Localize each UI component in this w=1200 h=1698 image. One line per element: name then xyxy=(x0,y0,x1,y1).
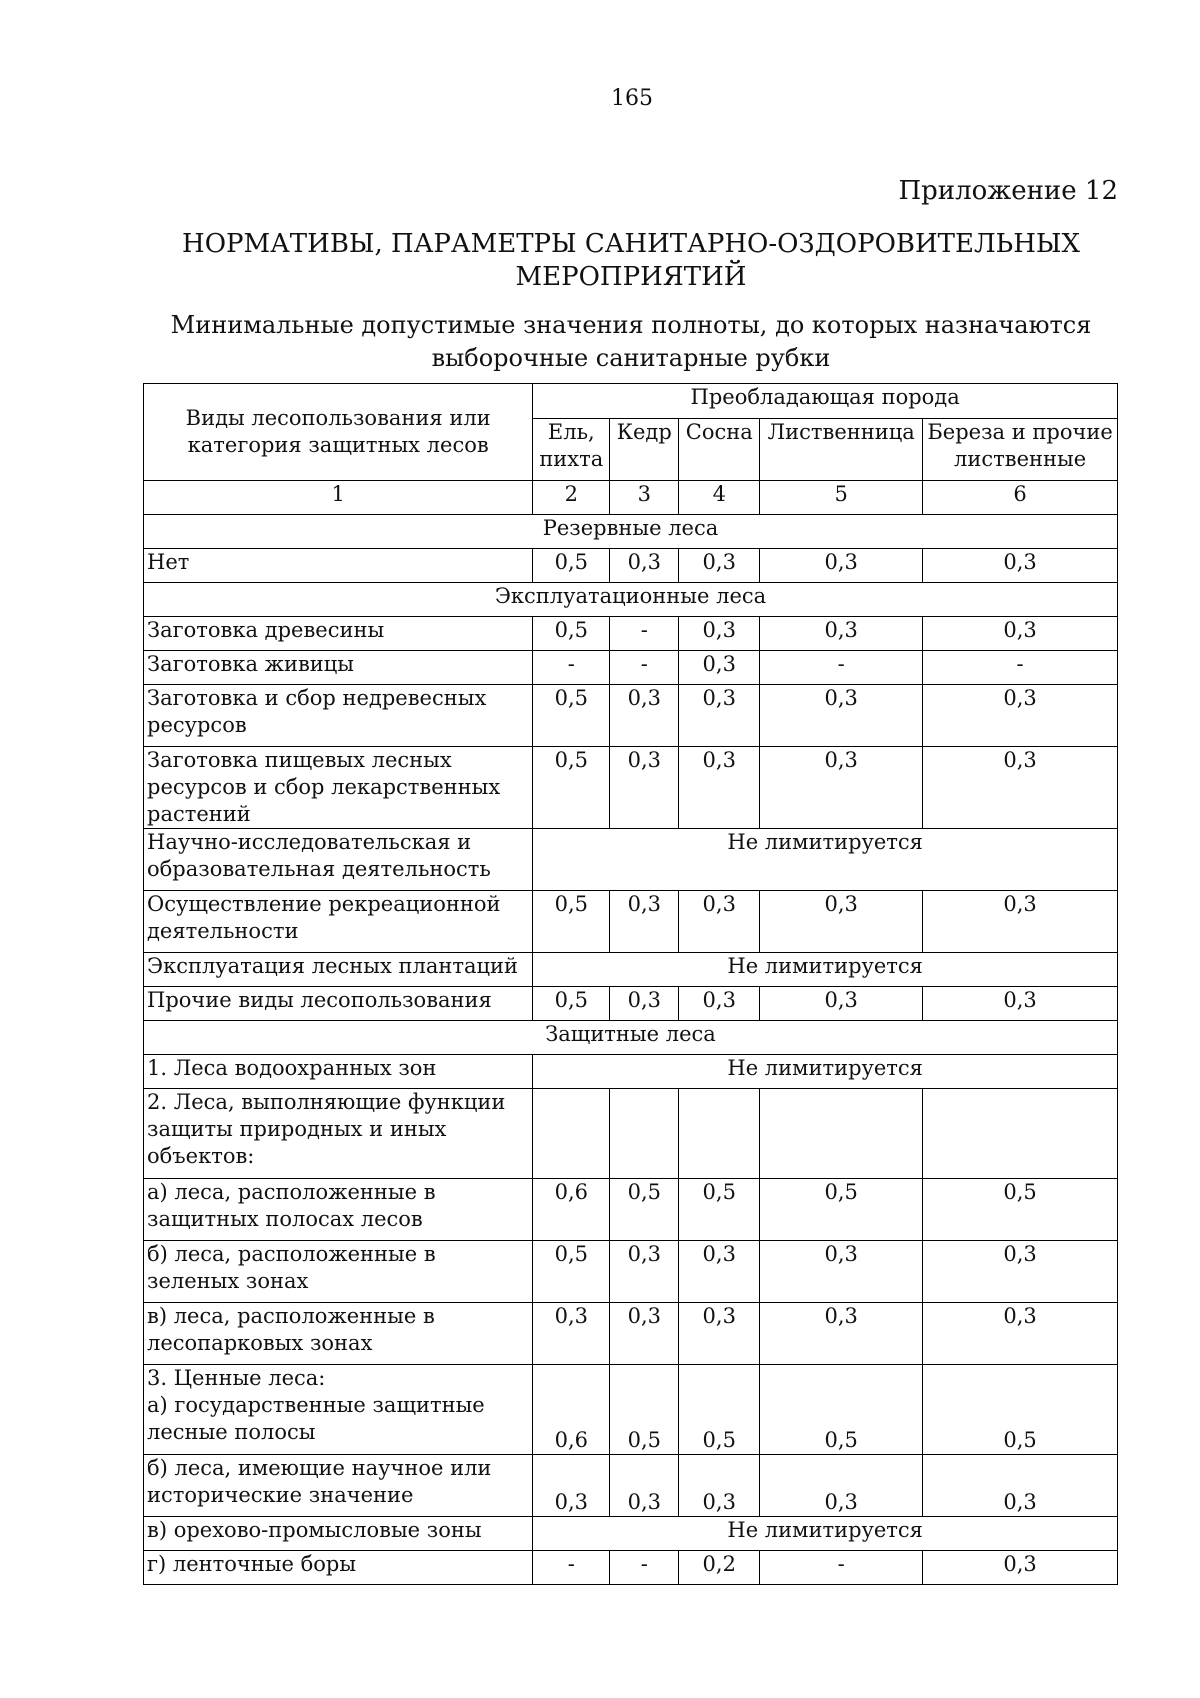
subtitle-line: Минимальные допустимые значения полноты, до которых назначаются xyxy=(170,311,1092,339)
column-number: 6 xyxy=(923,481,1118,515)
header-row xyxy=(144,384,1118,419)
row-label: б) леса, имеющие научное или исторические значение xyxy=(144,1455,533,1517)
value-cell: 0,3 xyxy=(923,747,1118,829)
column-number: 4 xyxy=(679,481,760,515)
row-label: Заготовка пищевых лесных ресурсов и сбор лекарственных растений xyxy=(144,747,533,829)
value-cell: - xyxy=(610,1551,679,1585)
value-cell: 0,3 xyxy=(679,1303,760,1365)
value-cell: 0,3 xyxy=(610,1241,679,1303)
table-row xyxy=(144,953,1118,987)
row-label: Эксплуатация лесных плантаций xyxy=(144,953,533,987)
table-row xyxy=(144,1179,1118,1241)
row-label: Нет xyxy=(144,549,533,583)
value-cell: 0,3 xyxy=(533,1303,610,1365)
value-cell: 0,3 xyxy=(679,617,760,651)
page-number: 165 xyxy=(611,86,653,111)
header-species: Береза и прочие лиственные xyxy=(923,419,1118,481)
not-limited-cell: Не лимитируется xyxy=(533,1517,1118,1551)
row-label-heading: 3. Ценные леса: xyxy=(147,1366,326,1390)
document-subtitle xyxy=(140,309,1122,375)
value-cell: 0,3 xyxy=(923,891,1118,953)
value-cell: 0,5 xyxy=(533,685,610,747)
value-cell: 0,3 xyxy=(760,891,923,953)
table-row xyxy=(144,1241,1118,1303)
row-label: в) леса, расположенные в лесопарковых зонах xyxy=(144,1303,533,1365)
table-row xyxy=(144,1055,1118,1089)
value-cell: 0,3 xyxy=(610,685,679,747)
value-cell: 0,3 xyxy=(610,1455,679,1517)
value-cell: - xyxy=(610,617,679,651)
value-cell: 0,6 xyxy=(533,1179,610,1241)
value-cell: 0,3 xyxy=(760,1303,923,1365)
value-cell: 0,5 xyxy=(679,1179,760,1241)
column-number: 5 xyxy=(760,481,923,515)
table-row xyxy=(144,747,1118,829)
section-reserve-forests: Резервные леса xyxy=(144,515,1118,549)
empty-cell xyxy=(533,1089,610,1179)
value-cell: 0,3 xyxy=(760,747,923,829)
value-cell: 0,5 xyxy=(679,1365,760,1455)
value-cell: 0,3 xyxy=(679,685,760,747)
value-cell: 0,3 xyxy=(679,987,760,1021)
value-cell: 0,3 xyxy=(923,549,1118,583)
value-cell: 0,3 xyxy=(923,1455,1118,1517)
title-line: МЕРОПРИЯТИЙ xyxy=(515,262,747,292)
value-cell: 0,3 xyxy=(760,1241,923,1303)
row-label: Прочие виды лесопользования xyxy=(144,987,533,1021)
header-activity-type: Виды лесопользования или категория защитных лесов xyxy=(144,384,533,481)
column-number-row xyxy=(144,481,1118,515)
value-cell: 0,3 xyxy=(610,1303,679,1365)
not-limited-cell: Не лимитируется xyxy=(533,953,1118,987)
subtitle-line: выборочные санитарные рубки xyxy=(431,344,831,372)
row-label: Осуществление рекреационной деятельности xyxy=(144,891,533,953)
row-label: Заготовка живицы xyxy=(144,651,533,685)
value-cell: 0,3 xyxy=(923,617,1118,651)
row-label: б) леса, расположенные в зеленых зонах xyxy=(144,1241,533,1303)
empty-cell xyxy=(610,1089,679,1179)
header-species: Сосна xyxy=(679,419,760,481)
value-cell: 0,3 xyxy=(679,549,760,583)
document-title xyxy=(140,228,1122,294)
not-limited-cell: Не лимитируется xyxy=(533,829,1118,891)
value-cell: - xyxy=(760,1551,923,1585)
value-cell: 0,2 xyxy=(679,1551,760,1585)
row-label: Заготовка древесины xyxy=(144,617,533,651)
title-line: НОРМАТИВЫ, ПАРАМЕТРЫ САНИТАРНО-ОЗДОРОВИТЕЛЬНЫХ xyxy=(182,229,1080,259)
section-row xyxy=(144,1021,1118,1055)
table-row xyxy=(144,617,1118,651)
value-cell: - xyxy=(610,651,679,685)
value-cell: 0,3 xyxy=(610,987,679,1021)
value-cell: 0,3 xyxy=(760,1455,923,1517)
section-row xyxy=(144,515,1118,549)
row-label: 2. Леса, выполняющие функции защиты природных и иных объектов: xyxy=(144,1089,533,1179)
header-species-group: Преобладающая порода xyxy=(533,384,1118,419)
table-row xyxy=(144,987,1118,1021)
value-cell: 0,5 xyxy=(760,1365,923,1455)
value-cell: 0,5 xyxy=(923,1365,1118,1455)
table-row xyxy=(144,651,1118,685)
value-cell: 0,3 xyxy=(679,651,760,685)
table-row xyxy=(144,1303,1118,1365)
value-cell: 0,6 xyxy=(533,1365,610,1455)
header-species: Ель, пихта xyxy=(533,419,610,481)
value-cell: 0,3 xyxy=(923,685,1118,747)
value-cell: 0,3 xyxy=(760,685,923,747)
table-row xyxy=(144,829,1118,891)
value-cell: 0,5 xyxy=(533,987,610,1021)
value-cell: - xyxy=(760,651,923,685)
column-number: 1 xyxy=(144,481,533,515)
table-row xyxy=(144,1365,1118,1455)
header-species: Лиственница xyxy=(760,419,923,481)
value-cell: 0,5 xyxy=(533,549,610,583)
appendix-label: Приложение 12 xyxy=(898,176,1118,206)
table-row xyxy=(144,1517,1118,1551)
empty-cell xyxy=(923,1089,1118,1179)
value-cell: 0,3 xyxy=(760,617,923,651)
value-cell: 0,3 xyxy=(923,1551,1118,1585)
value-cell: 0,5 xyxy=(610,1365,679,1455)
value-cell: - xyxy=(533,1551,610,1585)
value-cell: 0,5 xyxy=(533,747,610,829)
table-row xyxy=(144,1551,1118,1585)
value-cell: 0,3 xyxy=(679,747,760,829)
empty-cell xyxy=(679,1089,760,1179)
norms-table xyxy=(143,383,1118,1585)
value-cell: 0,3 xyxy=(760,987,923,1021)
table-row xyxy=(144,549,1118,583)
table-row xyxy=(144,685,1118,747)
row-label: 1. Леса водоохранных зон xyxy=(144,1055,533,1089)
table-row xyxy=(144,1089,1118,1179)
value-cell: 0,3 xyxy=(760,549,923,583)
row-label: а) леса, расположенные в защитных полосах лесов xyxy=(144,1179,533,1241)
value-cell: 0,5 xyxy=(533,617,610,651)
row-label-sub: а) государственные защитные лесные полосы xyxy=(147,1393,485,1444)
row-label: в) орехово-промысловые зоны xyxy=(144,1517,533,1551)
value-cell: - xyxy=(533,651,610,685)
row-label: Научно-исследовательская и образовательная деятельность xyxy=(144,829,533,891)
value-cell: 0,3 xyxy=(679,1241,760,1303)
empty-cell xyxy=(760,1089,923,1179)
row-label: Заготовка и сбор недревесных ресурсов xyxy=(144,685,533,747)
row-label: г) ленточные боры xyxy=(144,1551,533,1585)
value-cell: 0,3 xyxy=(610,549,679,583)
value-cell: 0,3 xyxy=(679,1455,760,1517)
column-number: 3 xyxy=(610,481,679,515)
header-species: Кедр xyxy=(610,419,679,481)
section-row xyxy=(144,583,1118,617)
column-number: 2 xyxy=(533,481,610,515)
value-cell: 0,3 xyxy=(923,1241,1118,1303)
value-cell: 0,3 xyxy=(679,891,760,953)
value-cell: 0,3 xyxy=(923,987,1118,1021)
value-cell: 0,5 xyxy=(533,891,610,953)
value-cell: 0,3 xyxy=(610,747,679,829)
table-row xyxy=(144,891,1118,953)
section-protective-forests: Защитные леса xyxy=(144,1021,1118,1055)
value-cell: 0,5 xyxy=(610,1179,679,1241)
value-cell: 0,3 xyxy=(923,1303,1118,1365)
value-cell: 0,3 xyxy=(610,891,679,953)
value-cell: 0,5 xyxy=(923,1179,1118,1241)
row-label xyxy=(144,1365,533,1455)
value-cell: 0,5 xyxy=(760,1179,923,1241)
value-cell: 0,5 xyxy=(533,1241,610,1303)
value-cell: - xyxy=(923,651,1118,685)
value-cell: 0,3 xyxy=(533,1455,610,1517)
not-limited-cell: Не лимитируется xyxy=(533,1055,1118,1089)
table-row xyxy=(144,1455,1118,1517)
section-exploitation-forests: Эксплуатационные леса xyxy=(144,583,1118,617)
